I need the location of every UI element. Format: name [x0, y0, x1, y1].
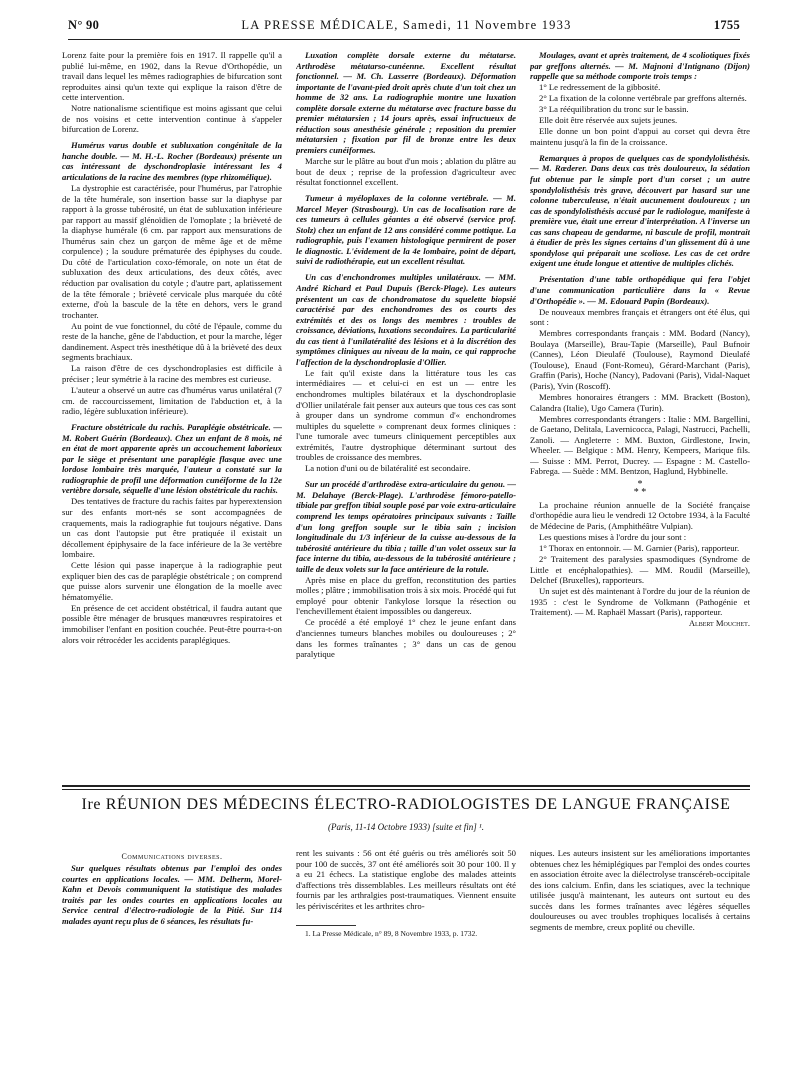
- paragraph: 1° Le redressement de la gibbosité.: [539, 82, 661, 93]
- paragraph: 3° La rééquilibration du tronc sur le bassin.: [539, 104, 689, 115]
- paragraph: 2° La fixation de la colonne vertébrale par greffons alternés.: [539, 93, 747, 104]
- paragraph: Notre nationalisme scientifique est moins agissant que celui de nos voisins et cette intervention continue à s'appeler bifurcation de Lorenz.: [62, 103, 282, 135]
- signature: Albert Mouchet.: [688, 618, 750, 629]
- page-folio: 1755: [713, 18, 740, 32]
- paragraph: Remarques à propos de quelques cas de spondylolisthésis. — M. Rœderer. Dans deux cas très douloureux, la sédation fut obtenue par le simple port d'un corset ; un autre spondylolisthésis très grave, découvert par hasard sur une colonne tuberculeuse, n'était aucunement douloureux ; un cas de spondylolisthésis accusé par le radiologue, manifeste à première vue, était une erreur d'interprétation. A l'inverse un cas sans chapeau de gendarme, ni bascule de profil, montrait à étudier de près les signes certains d'un glissement dû à une spondylose qui préparait une scoliose. Les cas de cet ordre exigent une étude longue et attentive de multiples clichés.: [530, 152, 750, 269]
- subsection-label: Communications diverses.: [121, 852, 223, 861]
- paragraph: Membres correspondants français : MM. Bodard (Nancy), Boulaya (Marseille), Brau-Tapie (Marseille), Paul Bufnoir (Cannes), Léon Dieulafé (Toulouse), Raymond Dieulafé (Toulouse), Enaud (Font-Romeu), Gérard-Marchant (Paris), Graffin (Paris), Hoche (Nancy), Padovani (Paris), Vidal-Naquet (Paris), Yvin (Roscoff).: [530, 328, 750, 391]
- footnote: 1. La Presse Médicale, n° 89, 8 Novembre 1933, p. 1732.: [305, 929, 478, 939]
- paragraph: rent les suivants : 56 ont été guéris ou très améliorés soit 50 pour 100 de succès, 37 ont été améliorés soit 30 pour 100. Il y a eu 21 échecs. La statistique englobe des malades atteints d'affections très dissemblables. Les meilleurs résultats ont été fournis par les arthralgies post-traumatiques. Viennent ensuite les périviscérites et les arthrites chro-: [296, 848, 516, 911]
- paragraph: Un sujet est dès maintenant à l'ordre du jour de la réunion de 1935 : c'est le Syndrome de Volkmann (Pathogénie et Traitement). — M. Raphaël Massart (Paris), rapporteur.: [530, 586, 750, 618]
- paragraph: Elle donne un bon point d'appui au corset qui devra être maintenu jusqu'à la fin de la croissance.: [530, 126, 750, 147]
- column-1: [62, 848, 282, 998]
- issue-number: N° 90: [68, 18, 100, 32]
- paragraph: 2° Traitement des paralysies spasmodiques (Syndrome de Little et encéphalopathies). — MM. Roudil (Marseille), Delchef (Bruxelles), rapporteurs.: [530, 554, 750, 586]
- paragraph: La dystrophie est caractérisée, pour l'humérus, par l'atrophie de la tête humérale, son insertion basse sur la diaphyse par rapport à la grosse tubérosité, un état de subluxation inférieure par rapport au massif glénoïdien de l'omoplate ; la brièveté de la diaphyse humérale (6 cm. par rapport aux mensurations de l'humérus sain chez un garçon de même âge et de même corpulence) ; la soudure prématurée des épiphyses du coude. Du côté de l'articulation coxo-fémorale, on note un état de subluxation des deux articulations, des deux côtés, avec réduction par ovalisation du cotyle ; d'autre part, aplatissement de la tête fémorale ; brièveté cervicale plus marquée du côté externe, d'où la bascule de la tête en dehors, vers le grand trochanter.: [62, 183, 282, 320]
- paragraph: Luxation complète dorsale externe du métatarse. Arthrodèse métatarso-cunéenne. Excellent résultat fonctionnel. — M. Ch. Lasserre (Bordeaux). Déformation importante de l'avant-pied droit après chute d'un toit chez un homme de 32 ans. La radiographie montre une luxation complète dorsale externe du métatarse avec fracture basse du premier métatarsien ; 14 jours après, essai infructueux de réduction sous anesthésie générale ; reposition du premier métatarsien ; fixation par fil de bronze entre les deux premiers cunéiformes.: [296, 50, 516, 155]
- column-3: [530, 50, 750, 775]
- paragraph: La prochaine réunion annuelle de la Société française d'orthopédie aura lieu le vendredi 12 Octobre 1934, à la Faculté de Médecine de Paris, (Amphithéâtre Vulpian).: [530, 499, 750, 531]
- paragraph: Après mise en place du greffon, reconstitution des parties molles ; plâtre ; immobilisation trois à six mois. Procédé qui fut employé pour obtenir l'ankylose lorsque la résection ou l'enchevillement étaient impossibles ou dangereux.: [296, 574, 516, 617]
- paragraph: Cette lésion qui passe inaperçue à la radiographie peut expliquer bien des cas de paraplégie obstétricale ; on comprend que puisse alors survenir une élongation de la moelle avec hématomyélie.: [62, 560, 282, 602]
- journal-title: LA PRESSE MÉDICALE, Samedi, 11 Novembre 1933: [241, 18, 572, 32]
- paragraph: Les questions mises à l'ordre du jour sont :: [539, 531, 687, 542]
- paragraph: Membres honoraires étrangers : MM. Brackett (Boston), Calandra (Italie), Ugo Camera (Turin).: [530, 391, 750, 413]
- paragraph: Ce procédé a été employé 1° chez le jeune enfant dans d'anciennes tumeurs blanches mobiles ou douloureuses ; 2° dans les formes traînantes ; 3° dans un cas de genou paralytique: [296, 617, 516, 660]
- paragraph: La raison d'être de ces dyschondroplasies est difficile à préciser ; leur symétrie à la racine des membres est curieuse.: [62, 363, 282, 384]
- paragraph: Marche sur le plâtre au bout d'un mois ; ablation du plâtre au bout de deux ; reprise de la profession d'agriculteur avec résultat fonctionnel excellent.: [296, 155, 516, 188]
- running-header: [68, 18, 740, 40]
- paragraph: Sur un procédé d'arthrodèse extra-articulaire du genou. — M. Delahaye (Berck-Plage). L'arthrodèse fémoro-patello-tibiale par greffon tibial souple posé par voie extra-articulaire comprend les temps opératoires principaux suivants : Taille d'un long greffon souple sur le tibia sain ; incision longitudinale du 1/3 inférieur de la cuisse au-dessous de la tubérosité antérieure du tibia ; taille d'un volet osseux sur la face interne du tibia, au-dessous de la tubérosité antérieure ; taille de deux volets sur la face antérieure de la rotule.: [296, 479, 516, 574]
- paragraph: Elle doit être réservée aux sujets jeunes.: [539, 115, 678, 126]
- orthopedics-columns: [62, 50, 750, 775]
- paragraph: La notion d'uni ou de bilatéralité est secondaire.: [305, 463, 471, 474]
- asterism: * * *: [633, 478, 647, 498]
- paragraph: Au point de vue fonctionnel, du côté de l'épaule, comme du reste de la hanche, gêne de l'abduction, et pour la marche, léger dandinement. Aspect très inesthétique dû à la brièveté des deux segments brachiaux.: [62, 320, 282, 363]
- paragraph: Un cas d'enchondromes multiples unilatéraux. — MM. André Richard et Paul Dupuis (Berck-Plage). Les auteurs présentent un cas de chondromatose du squelette biopsié caractérisé par des enchondromes des os courts des extrémités et des os longs des membres : troubles de croissance, déviations, luxations secondaires. La particularité du cas tient à l'unilatéralité des lésions et à la discrétion des symptômes cliniques au niveau de la main, ce qui rapproche l'affection de la dyschondroplasie d'Ollier.: [296, 272, 516, 367]
- section-rule-thin: [62, 789, 750, 790]
- section-heading: Ire RÉUNION DES MÉDECINS ÉLECTRO-RADIOLOGISTES DE LANGUE FRANÇAISE: [81, 796, 731, 813]
- paragraph: Lorenz faite pour la première fois en 1917. Il rappelle qu'il a publié lui-même, en 1902, dans la Revue d'Orthopédie, un travail dans lequel les mêmes radiographies de bifurcation sont reproduites ainsi qu'un texte qui explique la raison d'être de cette intervention.: [62, 50, 282, 103]
- section-subheading: (Paris, 11-14 Octobre 1933) [suite et fin] ¹.: [328, 822, 484, 832]
- paragraph: De nouveaux membres français et étrangers ont été élus, qui sont :: [530, 306, 750, 328]
- paragraph: Des tentatives de fracture du rachis faites par hyperextension sur des enfants mort-nés se sont accompagnées de craquements, mais la radiographie fut toujours négative. Dans un cas dont l'autopsie put être pratiquée il existait un décollement épiphysaire de la face inférieure de la 3e vertèbre lombaire.: [62, 496, 282, 560]
- paragraph: Fracture obstétricale du rachis. Paraplégie obstétricale. — M. Robert Guérin (Bordeaux). Chez un enfant de 8 mois, né en état de mort apparente après un accouchement laborieux par le siège et présentant une paraplégie flasque avec une lordose lombaire très marquée, l'auteur a constaté sur la radiographie de profil une déformation cunéiforme de la 12e vertèbre dorsale, séquelle d'une lésion obstétricale du rachis.: [62, 422, 282, 496]
- column-2: [296, 50, 516, 775]
- paragraph: Le fait qu'il existe dans la littérature tous les cas intermédiaires — et celui-ci en est un — entre les enchondromes multiples bilatéraux et la dyschondroplasie d'Ollier unilatérale fait penser aux auteurs que tous ces cas sont à grouper dans un syndrome commun d'« enchondromes multiples du squelette » comprenant deux formes cliniques : l'une tumorale avec tumeurs cliniquement perceptibles aux extrémités, l'autre dystrophique déterminant surtout des troubles de croissance des membres.: [296, 367, 516, 463]
- paragraph: Sur quelques résultats obtenus par l'emploi des ondes courtes en applications locales. — MM. Delherm, Morel-Kahn et Devois communiquent la statistique des malades traités par les ondes courtes en applications locales au Service central d'électro-radiologie de la Pitié. Sur 114 malades ayant reçu plus de 6 séances, les résultats fu-: [62, 863, 282, 926]
- column-3: [530, 848, 750, 998]
- paragraph: L'auteur a observé un autre cas d'humérus varus unilatéral (7 cm. de raccourcissement, limitation de l'abduction et, à la radio, légère subluxation inférieure).: [62, 384, 282, 417]
- paragraph: En présence de cet accident obstétrical, il faudra autant que possible être ménager de brusques manœuvres respiratoires et immobiliser l'enfant en position couchée. Peut-être pourra-t-on alors voir rétrocéder les accidents paraplégiques.: [62, 602, 282, 645]
- paragraph: Moulages, avant et après traitement, de 4 scoliotiques fixés par greffons alternés. — M. Majnoni d'Intignano (Dijon) rappelle que sa méthode comporte trois temps :: [530, 50, 750, 82]
- radiology-columns: [62, 848, 750, 998]
- column-2: [296, 848, 516, 998]
- section-rule: [62, 785, 750, 787]
- paragraph: Humérus varus double et subluxation congénitale de la hanche double. — M. H.-L. Rocher (Bordeaux) présente un cas intéressant de dyschondroplasie intéressant les 4 articulations de la racine des membres (type rhizomélique).: [62, 140, 282, 183]
- paragraph: niques. Les auteurs insistent sur les améliorations importantes obtenues chez les hémiplégiques par l'emploi des ondes courtes en association étroite avec la diélectrolyse transcéreb-occipitale des ions calcium. Enfin, dans les sciatiques, avec la technique utilisée jusqu'à maintenant, les auteurs ont surtout eu des succès dans les formes traînantes avec légères séquelles douloureuses ou avec troubles trophiques localisés à certains segments de membre, creux poplité ou cheville.: [530, 848, 750, 932]
- paragraph: Présentation d'une table orthopédique qui fera l'objet d'une communication particulière dans la « Revue d'Orthopédie ». — M. Edouard Papin (Bordeaux).: [530, 274, 750, 306]
- paragraph: 1° Thorax en entonnoir. — M. Garnier (Paris), rapporteur.: [539, 543, 740, 554]
- column-1: [62, 50, 282, 775]
- paragraph: Tumeur à myéloplaxes de la colonne vertébrale. — M. Marcel Meyer (Strasbourg). Un cas de localisation rare de ces tumeurs à cellules géantes a été observé (service prof. Stolz) chez un enfant de 12 ans considéré comme pottique. La radiographie, puis l'examen histologique permirent de poser le diagnostic. L'évidement de la 4e lombaire, point de départ, suivi de radiothérapie, eut un excellent résultat.: [296, 193, 516, 267]
- footnote-rule: [296, 925, 356, 926]
- paragraph: Membres correspondants étrangers : Italie : MM. Bargellini, de Gaetano, Delitala, Lavernicocca, Palagi, Nastrucci, Pachelli, Zanoli. — Angleterre : MM. Buxton, Girdlestone, Irwin, Wheeler. — Belgique : MM. Henry, Kempeers, Marique fils. — Suisse : MM. Perrot, Ducrey. — Espagne : M. Castello-Fabrega. — Suède : MM. Bentzon, Haglund, Hybbinelle.: [530, 413, 750, 477]
